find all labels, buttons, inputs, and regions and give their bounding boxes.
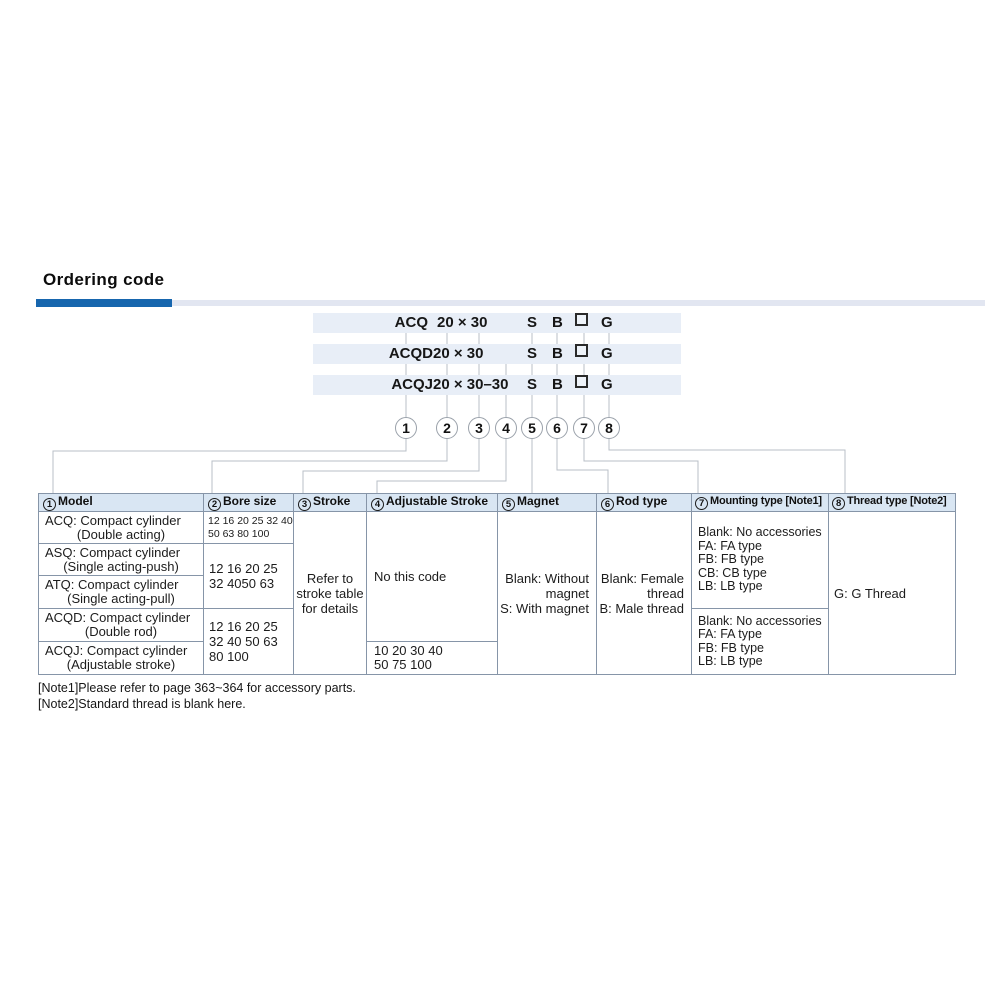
mounting-option-line: LB: LB type	[698, 579, 763, 594]
code-model: ACQ	[394, 314, 428, 331]
magnet-option-line: magnet	[545, 585, 589, 601]
adjustable-stroke-cell-bottom	[367, 642, 498, 675]
code-size: 20 × 30	[433, 345, 484, 362]
mounting-option-line: FA: FA type	[698, 538, 762, 553]
bore-sizes-line: 12 16 20 25	[209, 561, 278, 576]
header-label: Magnet	[517, 494, 559, 508]
callout-number: 2	[443, 420, 451, 436]
header-thread-type	[829, 494, 956, 512]
route-8-thread	[609, 439, 845, 493]
callout-circle-2	[436, 417, 458, 439]
circled-number-icon: 7	[695, 497, 708, 510]
ordering-code-row-acq	[313, 313, 681, 333]
code-rod-option: B	[552, 376, 563, 393]
model-subtype: (Double rod)	[84, 624, 158, 639]
mounting-option-line: FA: FA type	[698, 627, 762, 641]
magnet-option-line: Blank: Without	[505, 570, 589, 586]
bore-sizes-line: 50 63 80 100	[208, 527, 270, 540]
mounting-option-line: CB: CB type	[698, 565, 767, 580]
model-name: ACQ: Compact cylinder	[45, 512, 181, 528]
header-magnet	[498, 494, 597, 512]
circled-number-icon: 5	[502, 498, 515, 511]
bore-sizes-line: 12 16 20 25 32 40	[208, 514, 293, 527]
circled-number-icon: 1	[43, 498, 56, 511]
bore-sizes-line: 32 40 50 63	[209, 634, 278, 649]
circled-number-icon: 4	[371, 498, 384, 511]
header-adjustable-stroke	[367, 494, 498, 512]
model-cell-atq	[39, 576, 204, 609]
route-6-rod	[557, 439, 608, 493]
model-cell-acqj	[39, 642, 204, 675]
header-mounting-type	[692, 494, 829, 512]
callout-circle-3	[468, 417, 490, 439]
mounting-option-line: LB: LB type	[698, 654, 763, 668]
code-magnet-option: S	[527, 376, 538, 393]
code-size: 20 × 30	[437, 314, 488, 331]
callout-number: 3	[475, 420, 483, 436]
model-name: ACQJ: Compact cylinder	[45, 643, 188, 658]
blank-option-box	[575, 375, 588, 388]
callout-circle-7	[573, 417, 595, 439]
bore-cell-acqd-acqj	[204, 609, 294, 675]
code-thread-option: G	[601, 345, 613, 362]
bore-sizes-line: 12 16 20 25	[209, 619, 278, 634]
route-3-stroke	[303, 439, 479, 493]
bore-sizes-line: 80 100	[209, 649, 249, 664]
adjustable-stroke-line: 50 75 100	[374, 657, 432, 672]
model-subtype: (Single acting-push)	[63, 558, 179, 574]
table-row-acq	[39, 512, 956, 544]
route-1-model	[53, 439, 406, 493]
magnet-option-line: S: With magnet	[500, 600, 589, 616]
rod-option-line: Blank: Female	[600, 570, 684, 586]
bore-sizes-line: 32 4050 63	[209, 576, 275, 591]
header-label: Rod type	[616, 494, 668, 508]
mounting-option-line: Blank: No accessories	[698, 613, 822, 628]
callout-circle-1	[395, 417, 417, 439]
model-cell-acq	[39, 512, 204, 544]
header-rod-type	[597, 494, 692, 512]
header-label: Mounting type [Note1]	[710, 495, 822, 507]
magnet-cell	[498, 512, 597, 675]
callout-number: 1	[402, 420, 410, 436]
tick-row1-row2	[406, 333, 609, 344]
table-header-row	[39, 494, 956, 512]
callout-number: 6	[553, 420, 561, 436]
circled-number-icon: 2	[208, 498, 221, 511]
route-7-mounting	[584, 439, 698, 493]
stroke-text-line: stroke table	[296, 585, 364, 601]
callout-circle-8	[598, 417, 620, 439]
bore-cell-acq	[204, 512, 294, 544]
code-rod-option: B	[552, 314, 563, 331]
thread-type-cell: G: G Thread	[829, 512, 956, 675]
stroke-text-line: Refer to	[306, 570, 354, 586]
header-label: Adjustable Stroke	[386, 494, 489, 508]
model-subtype: (Single acting-pull)	[67, 591, 175, 606]
code-magnet-option: S	[527, 345, 538, 362]
blank-option-box	[575, 344, 588, 357]
code-rod-option: B	[552, 345, 563, 362]
tick-row3-callouts	[406, 395, 609, 417]
header-label: Stroke	[313, 494, 351, 508]
header-bore-size	[204, 494, 294, 512]
mounting-option-line: Blank: No accessories	[698, 525, 822, 540]
callout-number: 8	[605, 420, 613, 436]
stroke-text-line: for details	[301, 600, 359, 616]
circled-number-icon: 3	[298, 498, 311, 511]
model-subtype: (Adjustable stroke)	[66, 657, 176, 672]
mounting-cell-top	[692, 512, 829, 609]
ordering-table	[38, 493, 956, 675]
page-title: Ordering code	[43, 270, 165, 289]
rod-option-line: thread	[647, 585, 684, 601]
title-underline-accent	[36, 299, 172, 307]
note-1: [Note1]Please refer to page 363~364 for accessory parts.	[38, 681, 356, 695]
header-stroke	[294, 494, 367, 512]
mounting-option-line: FB: FB type	[698, 640, 764, 655]
model-name: ACQD: Compact cylinder	[45, 610, 191, 625]
route-4-adjustable	[377, 439, 506, 493]
title-underline-extension	[172, 300, 985, 306]
mounting-cell-bottom	[692, 609, 829, 675]
adjustable-stroke-cell-top: No this code	[367, 512, 498, 642]
header-label: Thread type [Note2]	[847, 495, 947, 507]
model-cell-acqd	[39, 609, 204, 642]
ordering-code-row-acqd	[313, 344, 681, 364]
code-thread-option: G	[601, 376, 613, 393]
callout-circle-4	[495, 417, 517, 439]
blank-option-box	[575, 313, 588, 326]
callout-number: 7	[580, 420, 588, 436]
model-subtype: (Double acting)	[76, 526, 166, 542]
bore-cell-asq-atq	[204, 544, 294, 609]
callout-number: 5	[528, 420, 536, 436]
header-model	[39, 494, 204, 512]
header-label: Model	[58, 494, 93, 508]
model-cell-asq	[39, 544, 204, 576]
callout-circle-6	[546, 417, 568, 439]
note-2: [Note2]Standard thread is blank here.	[38, 697, 246, 711]
code-model: ACQJ	[391, 376, 433, 393]
code-magnet-option: S	[527, 314, 538, 331]
model-name: ASQ: Compact cylinder	[45, 544, 181, 560]
route-2-bore	[212, 439, 447, 493]
rod-option-line: B: Male thread	[599, 600, 684, 616]
circled-number-icon: 8	[832, 497, 845, 510]
rod-type-cell	[597, 512, 692, 675]
code-thread-option: G	[601, 314, 613, 331]
circled-number-icon: 6	[601, 498, 614, 511]
notes-block	[38, 680, 356, 712]
tick-row2-row3	[406, 364, 609, 375]
model-name: ATQ: Compact cylinder	[45, 577, 179, 592]
code-model: ACQD	[388, 345, 433, 362]
callout-number: 4	[502, 420, 510, 436]
callout-circle-5	[521, 417, 543, 439]
code-size: 20 × 30–30	[433, 376, 509, 393]
stroke-cell	[294, 512, 367, 675]
header-label: Bore size	[223, 494, 277, 508]
mounting-option-line: FB: FB type	[698, 552, 764, 567]
ordering-code-row-acqj	[313, 375, 681, 395]
adjustable-stroke-line: 10 20 30 40	[374, 643, 443, 658]
